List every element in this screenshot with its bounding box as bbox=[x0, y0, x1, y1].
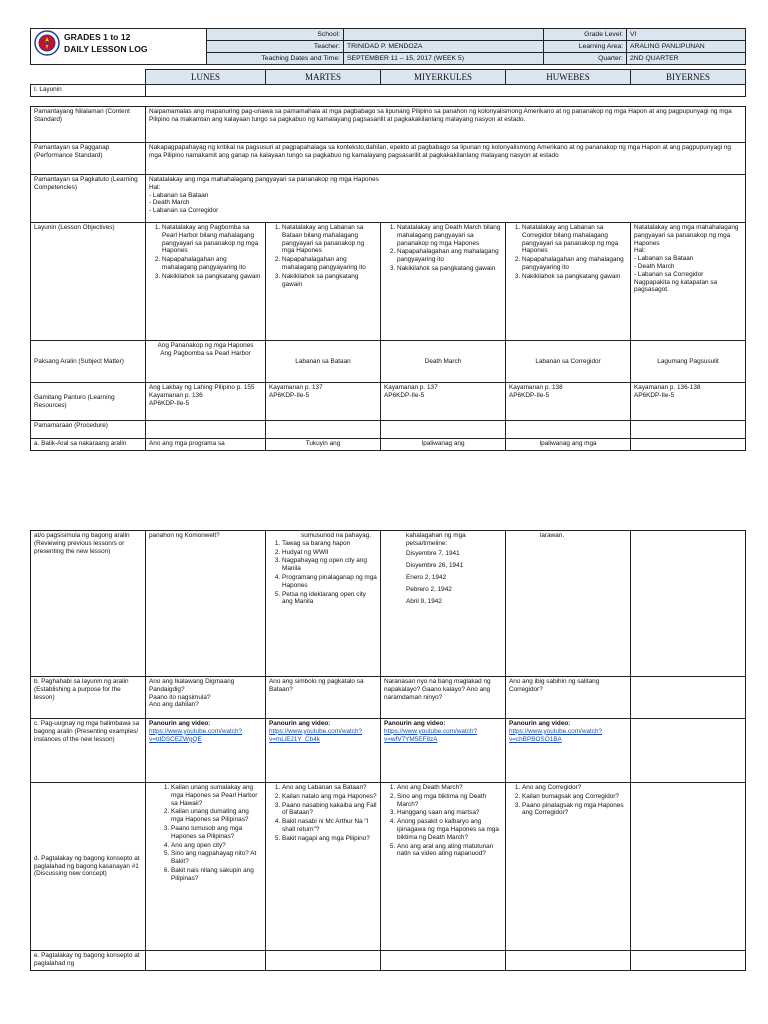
discussion-question: 3. Paano lumusob ang mga Hapones sa Pilipinas? bbox=[171, 825, 262, 841]
subject-biyernes: Lagumang Pagsusulit bbox=[631, 341, 746, 383]
purpose-martes: Ano ang simbolo ng pagkatalo sa Bataan? bbox=[266, 677, 381, 719]
objective-item: 1. Natatalakay ang Labanan sa Bataan bilang mahalagang pangyayari sa pananakop ng mga Hapones bbox=[282, 224, 377, 255]
objective-line: Hal: bbox=[634, 247, 646, 255]
review-label-cont: at/o pagsisimula ng bagong aralin (Reviewing previous lesson/s or presenting the new lesson) bbox=[31, 531, 146, 677]
discussion-question: 2. Sino ang mga biktima ng Death March? bbox=[397, 793, 502, 809]
layunin-blank bbox=[146, 85, 746, 97]
competency-line: - Labanan sa Bataan bbox=[149, 191, 209, 199]
review-lunes-b: panahon ng Komonwelt? bbox=[146, 531, 266, 677]
discussion-question: 3. Paano nasabing kakaiba ang Fall of Bataan? bbox=[282, 802, 377, 818]
review-item: 3. Nagpahayag ng open city ang Manila bbox=[282, 557, 377, 573]
video-link-lunes[interactable]: https://www.youtube.com/watch?v=tdDSCEZWgQE bbox=[149, 727, 243, 743]
lesson-log-page-2 bbox=[30, 530, 745, 971]
objectives-lunes bbox=[146, 223, 266, 341]
resources-biyernes bbox=[631, 383, 746, 421]
discussion-question: 2. Kailan natalo ang mga Hapones? bbox=[282, 793, 377, 801]
discussion-question: 1. Kailan unang sumalakay ang mga Hapones sa Pearl Harbor sa Hawaii? bbox=[171, 784, 262, 807]
review-item: 4. Programang pinalaganap ng mga Hapones bbox=[282, 574, 377, 590]
procedure-cell bbox=[631, 421, 746, 439]
content-standard-text: Naipamamalas ang mapanuring pag-unawa sa pamamahala at mga pagbabago sa lipunang Pilipino sa panahon ng kolonyalismong Amerikano at ng pananakop ng mga Hapon at ang pagpupunyagi ng mga Pilipino na makamtan ang kalayaan tungo sa pagkabuo ng kamalayang pagsasarilit at pagkakakilanlang malayang nasyon at estado. bbox=[146, 107, 746, 143]
discussion-question: 4. Ano ang open city? bbox=[171, 842, 262, 850]
discussion2-label: e. Pagtalakay ng bagong konsepto at paglalahad ng bbox=[31, 951, 146, 971]
video-label: Panourin ang video: bbox=[269, 720, 331, 727]
objectives-martes bbox=[266, 223, 381, 341]
resources-huwebes bbox=[506, 383, 631, 421]
discussion-question: 2. Kailan unang dumating ang mga Hapones sa Pilipinas? bbox=[171, 808, 262, 824]
learning-area-value: ARALING PANLIPUNAN bbox=[627, 41, 746, 53]
lesson-log-page-1 bbox=[30, 28, 745, 451]
resources-miyerkules bbox=[381, 383, 506, 421]
teacher-label: Teacher: bbox=[207, 41, 344, 53]
resource-line: AP6KDP-IIe-5 bbox=[384, 391, 425, 399]
subject-martes: Labanan sa Bataan bbox=[266, 341, 381, 383]
examples-miyerkules bbox=[381, 719, 506, 783]
purpose-label: b. Paghahabi sa layunin ng aralin (Establishing a purpose for the lesson) bbox=[31, 677, 146, 719]
competencies-label: Pamantayan sa Pagkatuto (Learning Competencies) bbox=[31, 175, 146, 223]
subject-lunes bbox=[146, 341, 266, 383]
discussion-question: 5. Bakit nagapi ang mga Pilipino? bbox=[282, 835, 377, 843]
school-label: School: bbox=[207, 29, 344, 41]
subject-line: Ang Pagbomba sa Pearl Harbor bbox=[160, 349, 251, 357]
examples-lunes bbox=[146, 719, 266, 783]
objective-item: 1. Natatalakay ang Labanan sa Corregidor bilang mahalagang pangyayari sa pananakop ng mga Hapones bbox=[522, 224, 627, 255]
video-label: Panourin ang video: bbox=[384, 720, 446, 727]
grade-level-value: VI bbox=[627, 29, 746, 41]
discussion2-cell bbox=[146, 951, 266, 971]
purpose-miyerkules: Naranasan nyo na bang maglakad ng napakalayo? Gaano kalayo? Ano ang naramdaman ninyo? bbox=[381, 677, 506, 719]
discussion-question: 1. Ano ang Death March? bbox=[397, 784, 502, 792]
competencies-text bbox=[146, 175, 746, 223]
procedure-label: Pamamaraan (Procedure) bbox=[31, 421, 146, 439]
deped-seal-icon bbox=[34, 30, 60, 56]
objective-line: - Labanan sa Corregidor bbox=[634, 270, 704, 278]
resource-line: Kayamanan p. 137 bbox=[384, 384, 438, 391]
video-link-miyerkules[interactable]: https://www.youtube.com/watch?v=wfV7YM5EF8zA bbox=[384, 727, 478, 743]
resources-martes bbox=[266, 383, 381, 421]
purpose-line: Ano ang Ikalawang Digmaang Pandaigdig? bbox=[149, 678, 235, 693]
objective-item: 3. Nakikilahok sa pangkatang gawain bbox=[282, 273, 377, 289]
review-instruction: kahalagahan ng mga petsa/timeline: bbox=[406, 532, 466, 547]
subject-line: Ang Pananakop ng mga Hapones bbox=[157, 342, 254, 349]
purpose-line: Paano ito nagsimula? bbox=[149, 693, 211, 701]
discussion-question: 6. Bakit nais nilang sakupin ang Pilipinas? bbox=[171, 867, 262, 883]
examples-huwebes bbox=[506, 719, 631, 783]
discussion1-biyernes bbox=[631, 783, 746, 951]
learning-area-label: Learning Area: bbox=[544, 41, 627, 53]
purpose-biyernes bbox=[631, 677, 746, 719]
discussion-question: 5. Sino ang nagpahayag nito? At Bakit? bbox=[171, 850, 262, 866]
content-standard-label: Pamantayang Nilalaman (Content Standard) bbox=[31, 107, 146, 143]
competency-line: - Labanan sa Corregidor bbox=[149, 207, 219, 215]
purpose-lunes bbox=[146, 677, 266, 719]
grade-level-label: Grade Level: bbox=[544, 29, 627, 41]
timeline-date: Abril 9, 1942 bbox=[406, 597, 442, 605]
resources-lunes bbox=[146, 383, 266, 421]
objectives-miyerkules bbox=[381, 223, 506, 341]
objective-item: 2. Napapahalagahan ang mahalagang pangyayaring ito bbox=[282, 256, 377, 272]
resource-line: Kayamanan p. 138 bbox=[509, 384, 563, 391]
competency-line: - Death March bbox=[149, 199, 190, 207]
review-martes-b bbox=[266, 531, 381, 677]
objective-item: 1. Natatalakay ang Pagbomba sa Pearl Harbor bilang mahalagang pangyayari sa pananakop ng mga Hapones bbox=[162, 224, 262, 255]
video-label: Panourin ang video: bbox=[149, 720, 211, 727]
discussion-question: 1. Ano ang Labanan sa Bataan? bbox=[282, 784, 377, 792]
procedure-cell bbox=[506, 421, 631, 439]
day-header-lunes: LUNES bbox=[146, 70, 266, 85]
header-brand bbox=[31, 29, 207, 65]
procedure-table bbox=[30, 530, 746, 971]
purpose-huwebes: Ano ang ibig sabihin ng salitang Corregidor? bbox=[506, 677, 631, 719]
grades-title: GRADES 1 to 12 bbox=[64, 32, 131, 42]
resource-line: AP6KDP-IIe-5 bbox=[509, 391, 550, 399]
quarter-value: 2ND QUARTER bbox=[627, 53, 746, 65]
dates-label: Teaching Dates and Time: bbox=[207, 53, 344, 65]
day-header-huwebes: HUWEBES bbox=[506, 70, 631, 85]
review-huwebes-b: larawan. bbox=[506, 531, 631, 677]
discussion-question: 3. Paano pinatagsak ng mga Hapones ang Corregidor? bbox=[522, 802, 627, 818]
review-biyernes-b bbox=[631, 531, 746, 677]
video-label: Panourin ang video: bbox=[509, 720, 571, 727]
discussion2-cell bbox=[631, 951, 746, 971]
discussion1-martes bbox=[266, 783, 381, 951]
resource-line: Kayamanan p. 136-138 bbox=[634, 384, 701, 391]
review-item: 1. Tawag sa barang hapon bbox=[282, 540, 377, 548]
quarter-label: Quarter: bbox=[544, 53, 627, 65]
discussion1-lunes bbox=[146, 783, 266, 951]
objective-item: 3. Nakikilahok sa pangkatang gawain bbox=[522, 273, 627, 281]
timeline-date: Disyembre 26, 1941 bbox=[406, 561, 464, 569]
review-miyerkules-a: Ipaliwanag ang bbox=[381, 439, 506, 451]
examples-label: c. Pag-uugnay ng mga halimbawa sa bagong aralin (Presenting examples/ instances of the new lesson) bbox=[31, 719, 146, 783]
performance-standard-label: Pamantayan sa Pagganap (Performance Standard) bbox=[31, 143, 146, 175]
objective-item: 3. Nakikilahok sa pangkatang gawain bbox=[397, 265, 502, 273]
subject-huwebes: Labanan sa Corregidor bbox=[506, 341, 631, 383]
discussion1-miyerkules bbox=[381, 783, 506, 951]
discussion-question: 1. Ano ang Corregidor? bbox=[522, 784, 627, 792]
discussion-question: 4. Bakit nasabi ni Mc Arthur Na "I shall return"? bbox=[282, 818, 377, 834]
examples-martes bbox=[266, 719, 381, 783]
subject-miyerkules: Death March bbox=[381, 341, 506, 383]
objectives-label: Layunin (Lesson Objectives) bbox=[31, 223, 146, 341]
dll-title: DAILY LESSON LOG bbox=[64, 44, 148, 54]
resource-line: Kayamanan p. 137 bbox=[269, 384, 323, 391]
review-item: 5. Petsa ng ideklarang open city ang Manila bbox=[282, 591, 377, 607]
objective-line: Natatalakay ang mga mahahalagang pangyayari sa pananakop ng mga Hapones bbox=[634, 224, 739, 247]
review-lunes-a: Ano ang mga programa sa bbox=[146, 439, 266, 451]
resources-label: Gamitang Panturo (Learning Resources) bbox=[31, 383, 146, 421]
timeline-date: Disyembre 7, 1941 bbox=[406, 549, 460, 557]
procedure-cell bbox=[266, 421, 381, 439]
objective-line: Nagpapakita ng katapatan sa pagsasagot. bbox=[634, 278, 718, 294]
layunin-heading: I. Layunin bbox=[31, 85, 146, 97]
video-link-martes[interactable]: https://www.youtube.com/watch?v=mLiEJ1Y_Cb4k bbox=[269, 727, 363, 743]
discussion1-label: d. Pagtalakay ng bagong konsepto at paglalahad ng bagong kasanayan #1 (Discussing new concept) bbox=[31, 783, 146, 951]
objective-item: 2. Napapahalagahan ang mahalagang pangyayaring ito bbox=[522, 256, 627, 272]
resource-line: AP6KDP-IIe-5 bbox=[149, 399, 190, 407]
days-table bbox=[30, 69, 746, 97]
timeline-date: Enero 2, 1942 bbox=[406, 573, 447, 581]
review-item: 2. Hudyat ng WWII bbox=[282, 549, 377, 557]
objective-item: 2. Napapahalagahan ang mahalagang pangyayaring ito bbox=[397, 248, 502, 264]
discussion2-cell bbox=[266, 951, 381, 971]
objective-item: 1. Natatalakay ang Death March bilang mahalagang pangyayari sa pananakop ng mga Hapones bbox=[397, 224, 502, 247]
school-value bbox=[344, 29, 544, 41]
objectives-biyernes bbox=[631, 223, 746, 341]
resource-line: Kayamanan p. 136 bbox=[149, 391, 203, 399]
teacher-value: TRINIDAD P. MENDOZA bbox=[344, 41, 544, 53]
day-header-biyernes: BIYERNES bbox=[631, 70, 746, 85]
discussion1-huwebes bbox=[506, 783, 631, 951]
objectives-table bbox=[30, 106, 746, 451]
day-header-miyerkules: MIYERKULES bbox=[381, 70, 506, 85]
resource-line: Ang Lakbay ng Lahing Pilipino p. 155 bbox=[149, 384, 255, 391]
objective-item: 2. Napapahalagahan ang mahalagang pangyayaring ito bbox=[162, 256, 262, 272]
review-label-a: a. Balik-Aral sa nakaraang aralin bbox=[31, 439, 146, 451]
header-table bbox=[30, 28, 746, 65]
discussion2-cell bbox=[381, 951, 506, 971]
competency-line: Natatalakay ang mga mahahalagang pangyayari sa pananakop ng mga Hapones bbox=[149, 176, 379, 183]
dates-value: SEPTEMBER 11 – 15, 2017 (WEEK 5) bbox=[344, 53, 544, 65]
objective-line: - Labanan sa Bataan bbox=[634, 255, 694, 263]
objectives-huwebes bbox=[506, 223, 631, 341]
procedure-cell bbox=[146, 421, 266, 439]
discussion2-cell bbox=[506, 951, 631, 971]
resource-line: AP6KDP-IIe-5 bbox=[634, 391, 675, 399]
objective-item: 3. Nakikilahok sa pangkatang gawain bbox=[162, 273, 262, 281]
video-link-huwebes[interactable]: https://www.youtube.com/watch?v=chBPBOSO1BA bbox=[509, 727, 603, 743]
discussion-question: 2. Kailan bumagsak ang Corregidor? bbox=[522, 793, 627, 801]
timeline-date: Pebrero 2, 1942 bbox=[406, 585, 452, 593]
discussion-question: 5. Ano ang aral ang ating matutunan natin sa video ating napanuod? bbox=[397, 843, 502, 859]
review-miyerkules-b bbox=[381, 531, 506, 677]
discussion-question: 3. Hanggang saan ang martsa? bbox=[397, 809, 502, 817]
review-biyernes-a bbox=[631, 439, 746, 451]
procedure-cell bbox=[381, 421, 506, 439]
review-martes-a: Tukuyin ang bbox=[266, 439, 381, 451]
purpose-line: Ano ang dahilan? bbox=[149, 701, 199, 709]
day-header-martes: MARTES bbox=[266, 70, 381, 85]
examples-biyernes bbox=[631, 719, 746, 783]
objective-line: - Death March bbox=[634, 262, 675, 270]
performance-standard-text: Nakapagpapahayag ng kritikal na pagsusuri at pagpapahalaga sa konteksto,dahilan, epekto at pagbabago sa lipunan ng kolonyalismong Amerikano at ng pananakop ng mga Hapon at ang pagpupunyagi ng mga Pilipino namakamit ang ganap na kalayaan tungo sa pagkabuo ng kamalayang pagsasarilit at pagkakakilanlang malayang nasyon at estado bbox=[146, 143, 746, 175]
review-instruction: sumusunod na pahayag. bbox=[301, 532, 371, 539]
competency-line: Hal: bbox=[149, 183, 161, 191]
resource-line: AP6KDP-IIe-5 bbox=[269, 391, 310, 399]
days-corner bbox=[31, 70, 146, 85]
review-huwebes-a: Ipaliwanag ang mga bbox=[506, 439, 631, 451]
subject-matter-label: Paksang Aralin (Subject Matter) bbox=[31, 341, 146, 383]
discussion-question: 4. Anong pasakit o kalbaryo ang ipinagawa ng mga Hapones sa mga biktima ng Death March? bbox=[397, 818, 502, 841]
